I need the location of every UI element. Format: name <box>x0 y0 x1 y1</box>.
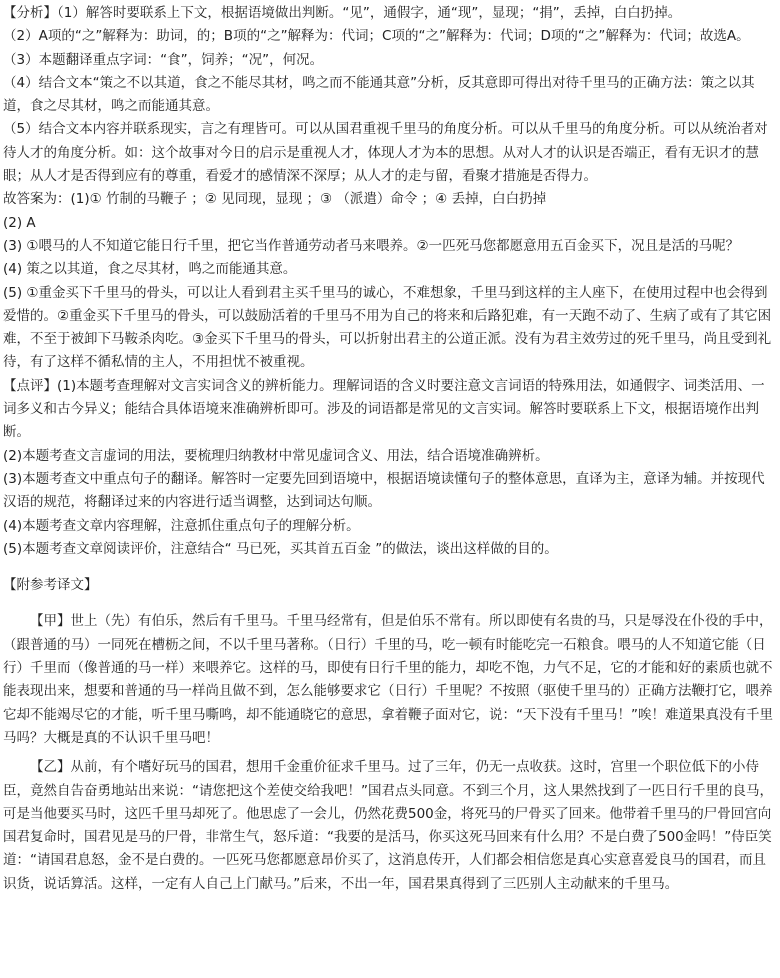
analysis-item-1: 【分析】（1）解答时要联系上下文，根据语境做出判断。“见”，通假字，通“现”，显现；“捐”，丢掉，白白扔掉。 <box>3 5 682 21</box>
comment-5: (5)本题考查文章阅读评价，注意结合“ 马已死，买其首五百金 ”的做法，谈出这样做的目的。 <box>3 540 558 557</box>
translation-heading: 【附参考译文】 <box>3 577 98 594</box>
analysis-item-2: （2）A项的“之”解释为：助词，的；B项的“之”解释为：代词；C项的“之”解释为：代词；D项的“之”解释为：代词；故选A。 <box>3 28 750 45</box>
analysis-item-3: （3）本题翻译重点字词：“食”，饲养；“况”，何况。 <box>3 51 324 68</box>
analysis-item-5: （5）结合文本内容并联系现实，言之有理皆可。可以从国君重视千里马的角度分析。可以从千里马的角度分析。可以从统治者对待人才的角度分析。如：这个故事对今日的启示是重视人才，体现人才为本的思想。从对人才的认识是否端正，看有无识才的慧眼；从人才是否得到应有的尊重，看爱才的感情深不深厚；从人才的走与留，看聚才措施是否得力。 <box>3 121 768 185</box>
comment-4: (4)本题考查文章内容理解，注意抓住重点句子的理解分析。 <box>3 517 360 534</box>
translation-para-jia: 【甲】世上（先）有伯乐，然后有千里马。千里马经常有，但是伯乐不常有。所以即使有名贵的马，只是辱没在仆役的手中，（跟普通的马）一同死在槽枥之间，不以千里马著称。（日行）千里的马，吃一顿有时能吃完一石粮食。喂马的人不知道它能（日行）千里而（像普通的马一样）来喂养它。这样的马，即使有日行千里的能力，却吃不饱，力气不足，它的才能和好的素质也就不能表现出来，想要和普通的马一样尚且做不到，怎么能够要求它（日行）千里呢？不按照（驱使千里马的）正确方法鞭打它，喂养它却不能竭尽它的才能，听千里马嘶鸣，却不能通晓它的意思，拿着鞭子面对它，说：“天下没有千里马！”唉！难道果真没有千里马吗？大概是真的不认识千里马吧！ <box>3 613 773 746</box>
comment-1: 【点评】(1)本题考查理解对文言实词含义的辨析能力。理解词语的含义时要注意文言词语的特殊用法，如通假字、词类活用、一词多义和古今异义；能结合具体语境来准确辨析即可。涉及的词语都是常见的文言实词。解答时要联系上下文，根据语境作出判断。 <box>3 377 765 441</box>
answer-4: (4) 策之以其道，食之尽其材，鸣之而能通其意。 <box>3 261 297 278</box>
answer-2: (2) A <box>3 214 36 231</box>
answer-1: 故答案为：(1)① 竹制的马鞭子 ；② 见同现，显现 ；③ （派遣）命令 ；④ 丢掉，白白扔掉 <box>3 191 547 208</box>
answer-3: (3) ①喂马的人不知道它能日行千里，把它当作普通劳动者马来喂养。②一匹死马您都愿意用五百金买下，况且是活的马呢？ <box>3 237 740 254</box>
answer-5: (5) ①重金买下千里马的骨头，可以让人看到君主买千里马的诚心，不难想象，千里马到这样的主人座下，在使用过程中也会得到爱惜的。②重金买下千里马的骨头，可以鼓励活着的千里马不用为自己的将来和后路犯难，有一天跑不动了、生病了或有了其它困难，不至于被卸下马鞍杀肉吃。③金买下千里马的骨头，可以折射出君主的公道正派。没有为君主效劳过的死千里马，尚且受到礼待，有了这样不循私情的主人，不用担忧不被重视。 <box>3 284 772 371</box>
comment-2: (2)本题考查文言虚词的用法，要梳理归纳教材中常见虚词含义、用法，结合语境准确辨析。 <box>3 447 549 464</box>
analysis-item-4: （4）结合文本“策之不以其道，食之不能尽其材，鸣之而不能通其意”分析，反其意即可得出对待千里马的正确方法：策之以其道，食之尽其材，鸣之而能通其意。 <box>3 74 755 115</box>
translation-para-yi: 【乙】从前，有个嗜好玩马的国君，想用千金重价征求千里马。过了三年，仍无一点收获。这时，宫里一个职位低下的小侍臣，竟然自告奋勇地站出来说：“请您把这个差使交给我吧！”国君点头同意。不到三个月，这人果然找到了一匹日行千里的良马，可是当他要买马时，这匹千里马却死了。他思虑了一会儿，仍然花费500金，将死马的尸骨买了回来。他带着千里马的尸骨回宫向国君复命时，国君见是马的尸骨，非常生气，怒斥道：“我要的是活马，你买这死马回来有什么用？不是白费了500金吗！”侍臣笑道：“请国君息怒，金不是白费的。一匹死马您都愿意昂价买了，这消息传开，人们都会相信您是真心实意喜爱良马的国君，而且识货，说话算活。这样，一定有人自己上门献马。”后来，不出一年，国君果真得到了三匹别人主动献来的千里马。 <box>3 759 773 892</box>
comment-3: (3)本题考查文中重点句子的翻译。解答时一定要先回到语境中，根据语境读懂句子的整体意思，直译为主，意译为辅。并按现代汉语的规范，将翻译过来的内容进行适当调整，达到词达句顺。 <box>3 470 765 511</box>
